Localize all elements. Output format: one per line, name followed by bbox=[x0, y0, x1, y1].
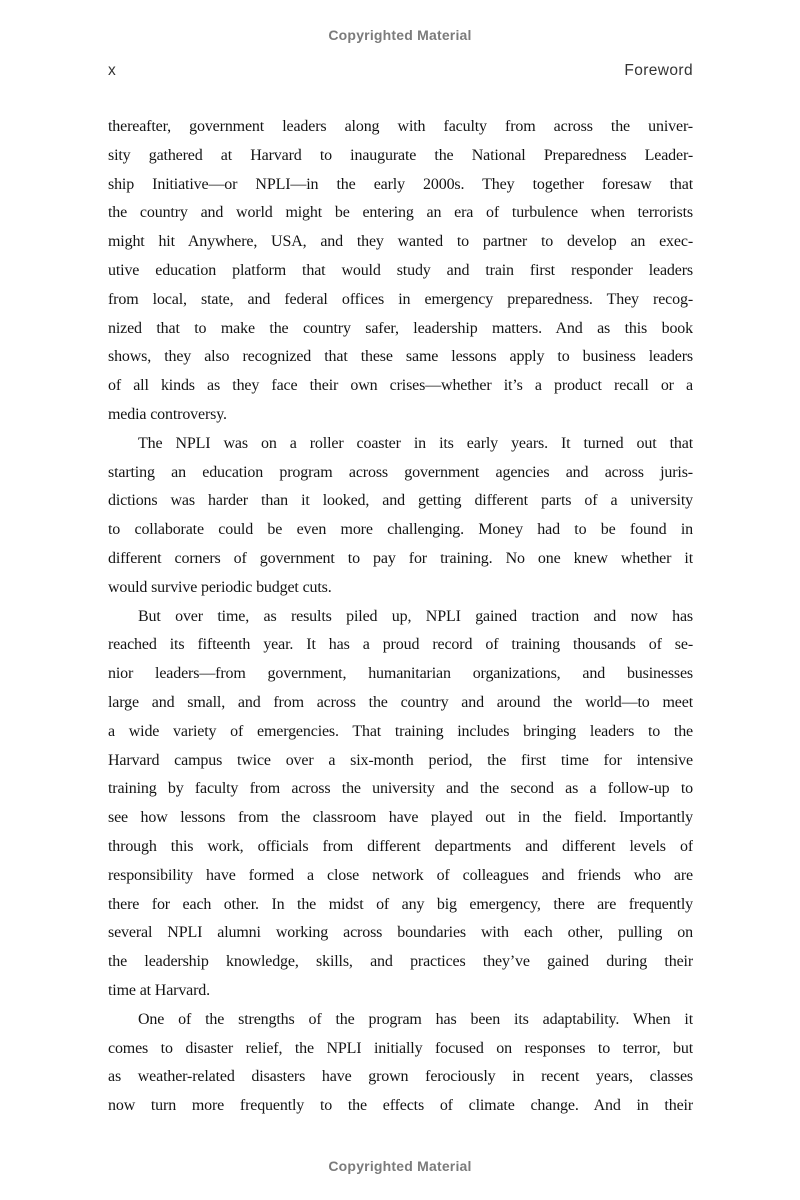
text-line: The NPLI was on a roller coaster in its early years. It turned out that bbox=[138, 434, 693, 452]
text-line: sity gathered at Harvard to inaugurate the National Preparedness Leader- bbox=[108, 146, 693, 164]
text-line: see how lessons from the classroom have played out in the field. Importantly bbox=[108, 809, 693, 827]
text-line: ship Initiative—or NPLI—in the early 2000s. They together foresaw that bbox=[108, 175, 693, 193]
text-line: through this work, officials from different departments and different levels of bbox=[108, 837, 693, 855]
text-line: now turn more frequently to the effects of climate change. And in their bbox=[108, 1097, 693, 1115]
text-line: thereafter, government leaders along with faculty from across the univer- bbox=[108, 118, 693, 135]
text-line: Harvard campus twice over a six-month period, the first time for intensive bbox=[108, 751, 693, 769]
text-line: would survive periodic budget cuts. bbox=[108, 578, 332, 596]
text-line: different corners of government to pay for training. No one knew whether it bbox=[108, 549, 693, 567]
text-line: the leadership knowledge, skills, and practices they’ve gained during their bbox=[108, 953, 693, 971]
text-line: nized that to make the country safer, leadership matters. And as this book bbox=[108, 319, 693, 337]
text-line: time at Harvard. bbox=[108, 981, 210, 999]
text-line: dictions was harder than it looked, and getting different parts of a university bbox=[108, 492, 693, 510]
text-line: large and small, and from across the country and around the world—to meet bbox=[108, 693, 693, 711]
text-line: responsibility have formed a close network of colleagues and friends who are bbox=[108, 866, 693, 884]
text-line: One of the strengths of the program has been its adaptability. When it bbox=[138, 1010, 693, 1028]
text-line: media controversy. bbox=[108, 405, 227, 423]
text-line: nior leaders—from government, humanitarian organizations, and businesses bbox=[108, 665, 693, 683]
copyright-notice-bottom: Copyrighted Material bbox=[328, 1158, 472, 1174]
text-line: there for each other. In the midst of any big emergency, there are frequently bbox=[108, 895, 693, 913]
text-line: training by faculty from across the university and the second as a follow-up to bbox=[108, 780, 693, 798]
page-number: x bbox=[108, 62, 117, 79]
text-line: might hit Anywhere, USA, and they wanted to partner to develop an exec- bbox=[108, 233, 693, 251]
page-header bbox=[108, 62, 693, 80]
text-line: the country and world might be entering an era of turbulence when terrorists bbox=[108, 204, 693, 222]
body-text bbox=[108, 113, 693, 1121]
text-line: from local, state, and federal offices in emergency preparedness. They recog- bbox=[108, 290, 693, 308]
text-line: utive education platform that would study and train first responder leaders bbox=[108, 261, 693, 279]
text-line: a wide variety of emergencies. That training includes bringing leaders to the bbox=[108, 722, 693, 740]
text-line: But over time, as results piled up, NPLI gained traction and now has bbox=[138, 607, 693, 625]
running-head-title: Foreword bbox=[624, 62, 693, 79]
text-line: of all kinds as they face their own crises—whether it’s a product recall or a bbox=[108, 377, 693, 395]
text-line: comes to disaster relief, the NPLI initially focused on responses to terror, but bbox=[108, 1039, 693, 1057]
text-line: to collaborate could be even more challenging. Money had to be found in bbox=[108, 521, 693, 539]
text-line: starting an education program across government agencies and across juris- bbox=[108, 463, 693, 481]
text-line: shows, they also recognized that these same lessons apply to business leaders bbox=[108, 348, 693, 366]
copyright-notice-top: Copyrighted Material bbox=[328, 27, 472, 43]
text-line: several NPLI alumni working across boundaries with each other, pulling on bbox=[108, 924, 693, 942]
text-line: as weather-related disasters have grown ferociously in recent years, classes bbox=[108, 1068, 693, 1086]
text-line: reached its fifteenth year. It has a proud record of training thousands of se- bbox=[108, 636, 693, 654]
